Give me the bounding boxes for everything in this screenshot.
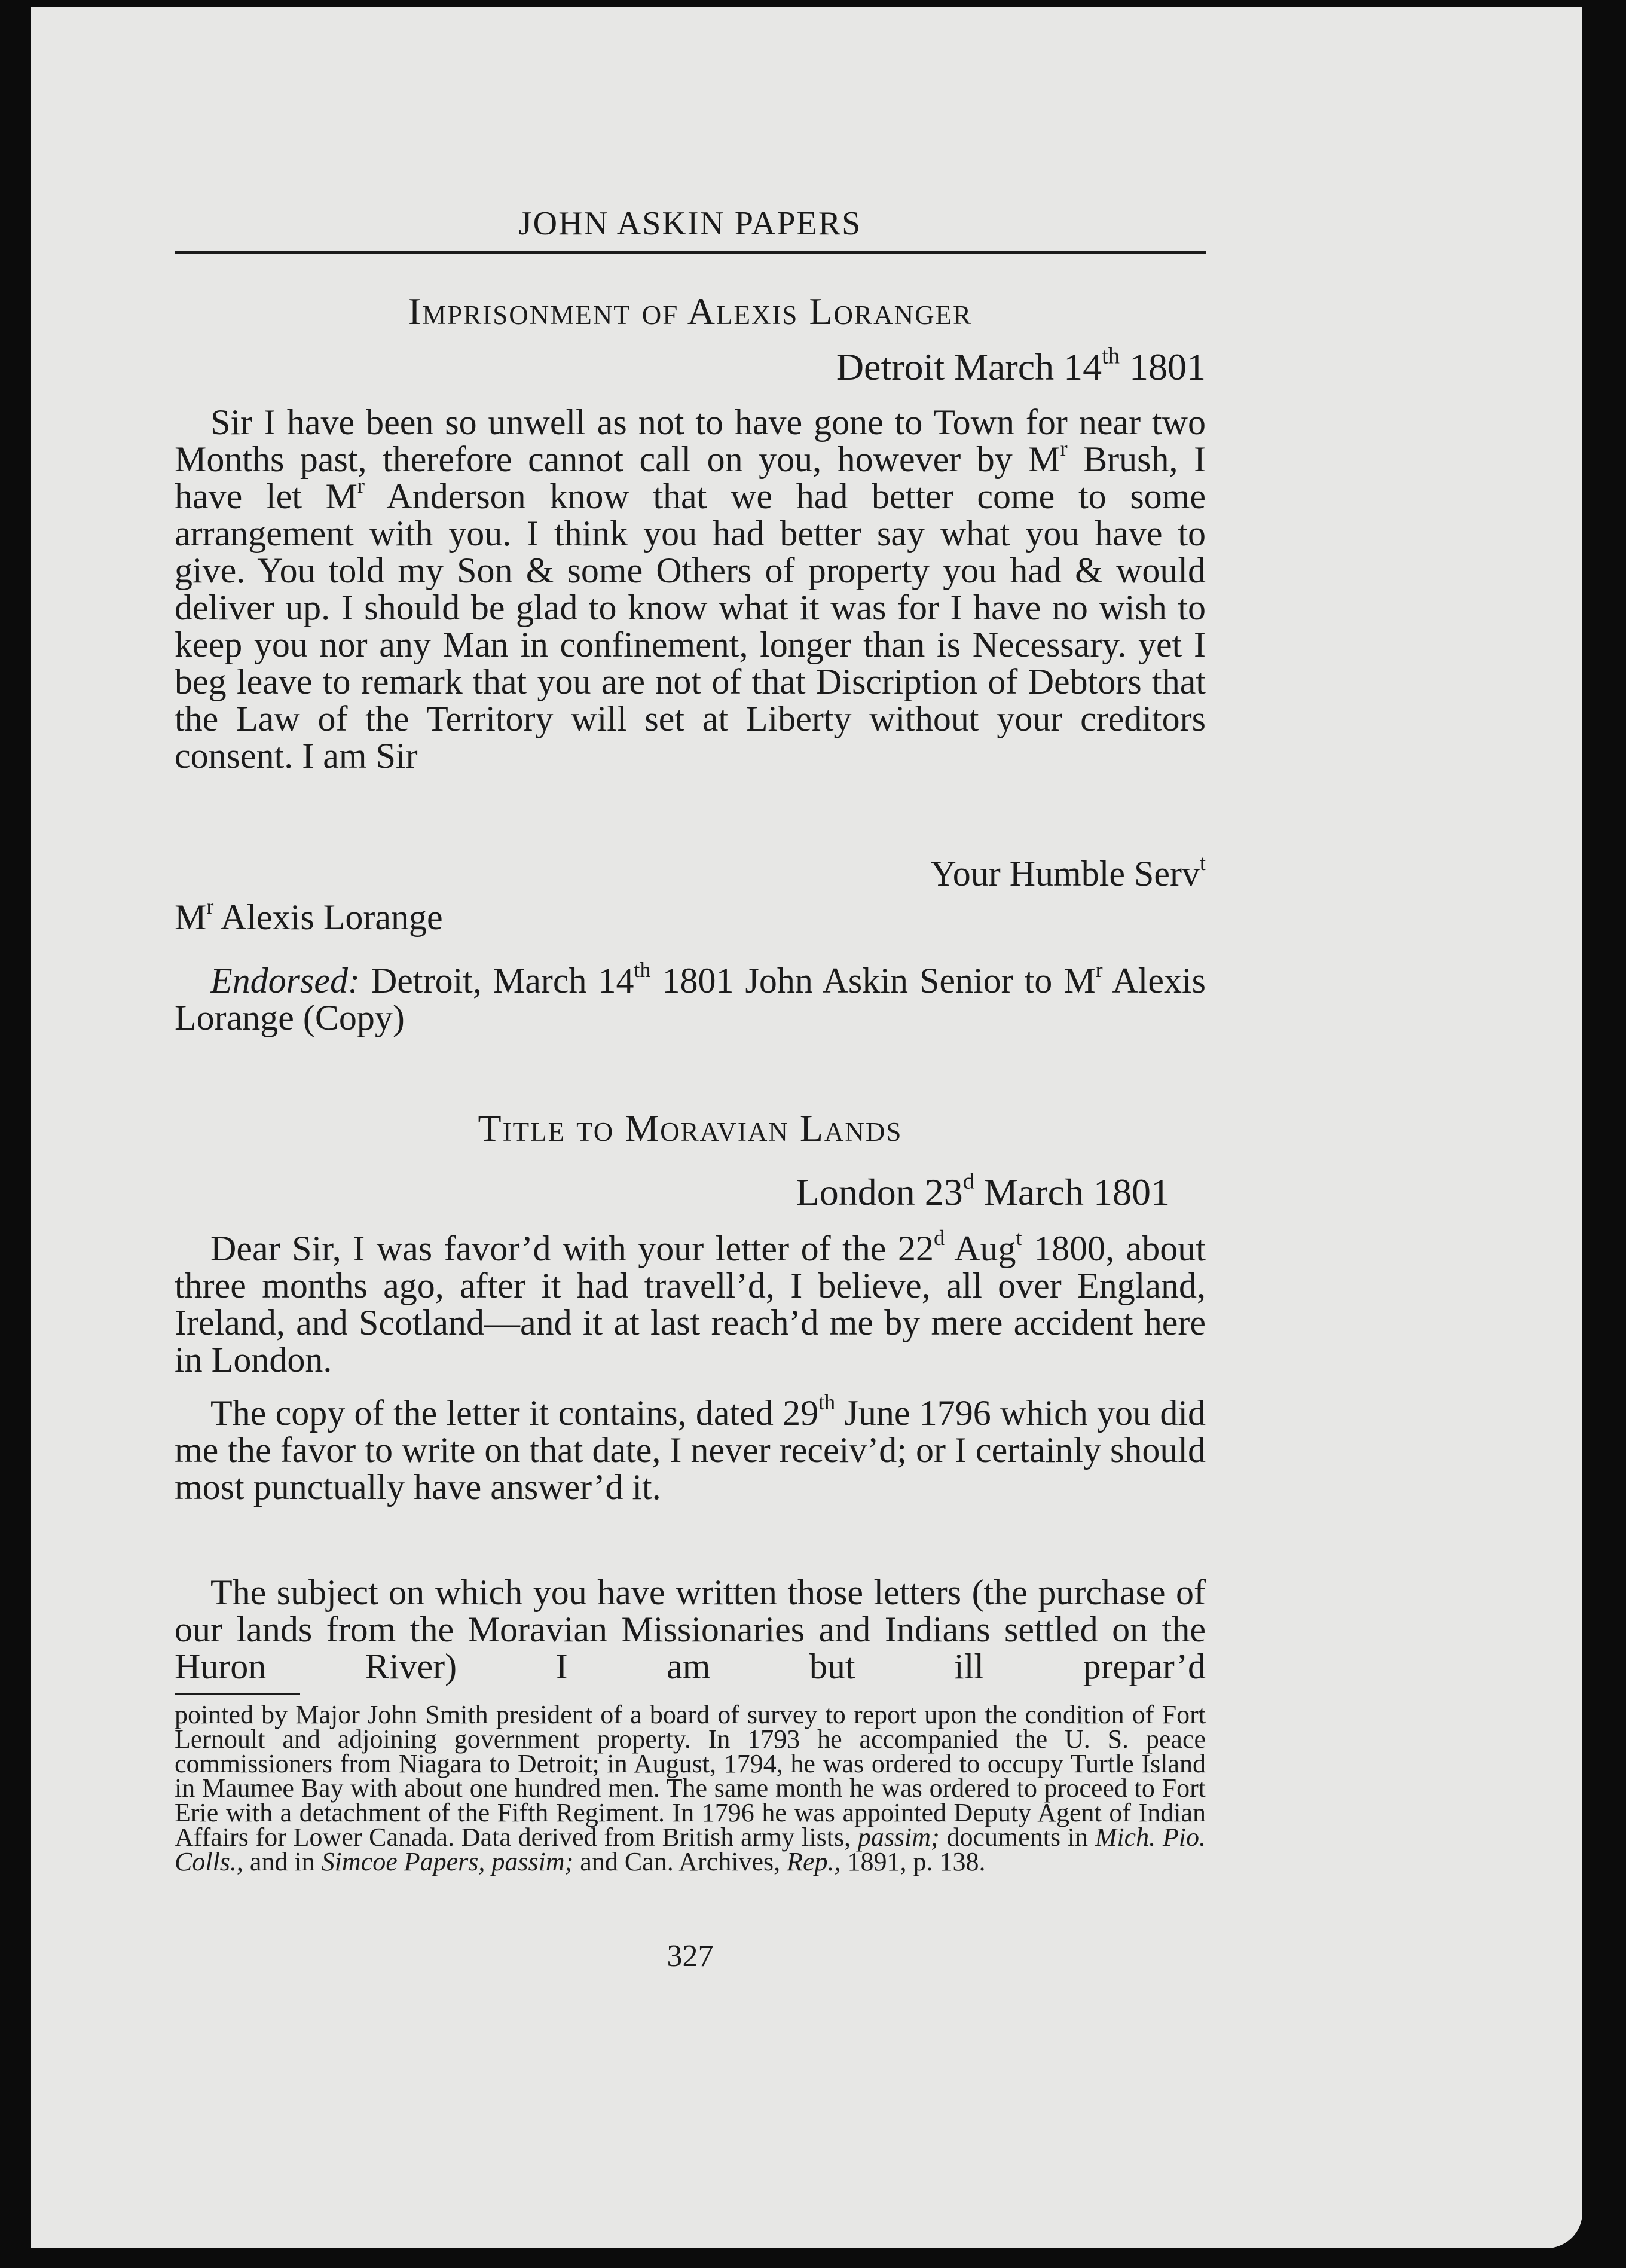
footnote-text: pointed by Major John Smith president of a board of survey to report upon the condition of Fort Lernoult and adjoining government property. In 1793 he accompanied the U. S. peace commissioners from Niagara to Detroit; in August, 1794, he was ordered to occupy Turtle Island in Maumee Bay with about one hundred men. The same month he was ordered to proceed to Fort Erie with a detachment of the Fifth Regiment. In 1796 he was appointed Deputy Agent of Indian Affairs for Lower Canada. Data derived from British army lists, [175, 1700, 1206, 1852]
endorsement-superscript: r [1095, 958, 1103, 982]
body-text: 1800, about three months ago, after it had travell’d, I believe, all over England, Ireland, and Scotland—and it at last reach’d me by mere accident here in London. [175, 1229, 1206, 1379]
letter-paragraph-3: The subject on which you have written those letters (the purchase of our lands from the Moravian Missionaries and Indians settled on the Huron River) I am but ill prepar’d [175, 1573, 1206, 1686]
endorsement-superscript: th [634, 958, 651, 982]
header-rule [175, 251, 1206, 254]
letter-paragraph-2 [175, 1390, 1206, 1507]
dateline-text: London 23 [796, 1171, 963, 1213]
addressee-name: Alexis Lorange [213, 898, 443, 937]
body-superscript: r [1060, 436, 1068, 461]
closing-superscript: t [1199, 851, 1206, 875]
footnote-text: , and in [236, 1847, 322, 1876]
dateline-superscript: th [1102, 343, 1120, 369]
body-superscript: r [357, 474, 365, 498]
dateline-superscript: d [962, 1168, 974, 1194]
footnote-italic: passim; [857, 1823, 940, 1852]
footnote [175, 1702, 1206, 1874]
endorsement [175, 958, 1206, 1037]
endorsement-text: Detroit, March 14 [359, 961, 634, 1000]
addressee-superscript: r [206, 895, 214, 919]
body-superscript: d [933, 1226, 945, 1250]
letter-body-1 [175, 404, 1206, 774]
dateline-london [796, 1170, 1170, 1214]
footnote-text: and Can. Archives, [573, 1847, 787, 1876]
body-text: Brush, I have let M [175, 439, 1206, 516]
section-title-imprisonment: Imprisonment of Alexis Loranger [408, 290, 973, 332]
endorsed-label: Endorsed: [210, 961, 360, 1000]
page-number: 327 [667, 1939, 714, 1973]
body-superscript: t [1016, 1226, 1022, 1250]
footnote-italic: Mich. Pio. Colls. [175, 1823, 1206, 1876]
endorsement-text: Alexis Lorange (Copy) [175, 961, 1206, 1037]
footnote-text: documents in [939, 1823, 1095, 1852]
endorsement-text: 1801 John Askin Senior to M [650, 961, 1096, 1000]
footnote-italic: Rep. [787, 1847, 835, 1876]
body-text: Aug [944, 1229, 1016, 1268]
dateline-month-year: March 1801 [974, 1171, 1170, 1213]
body-text: Dear Sir, I was favor’d with your letter of the 22 [210, 1229, 934, 1268]
section-title-moravian: Title to Moravian Lands [478, 1107, 903, 1149]
footnote-italic: Simcoe Papers, passim; [321, 1847, 574, 1876]
body-superscript: th [818, 1390, 836, 1415]
body-text: June 1796 which you did me the favor to write on that date, I never receiv’d; or I certainly should most punctually have answer’d it. [175, 1393, 1206, 1507]
dateline-text: Detroit March 14 [836, 346, 1102, 388]
body-text: Anderson know that we had better come to some arrangement with you. I think you had better say what you have to give. You told my Son & some Others of property you had & would deliver up. I should be glad to know what it was for I have no wish to keep you nor any Man in confinement, longer than is Necessary. yet I beg leave to remark that you are not of that Discription of Debtors that the Law of the Territory will set at Liberty without your creditors consent. I am Sir [175, 477, 1206, 776]
dateline-year: 1801 [1120, 346, 1206, 388]
book-page [31, 7, 1582, 2248]
body-text: Sir I have been so unwell as not to have gone to Town for near two Months past, therefore cannot call on you, however by M [175, 402, 1206, 479]
body-text: The copy of the letter it contains, dated 29 [210, 1393, 819, 1433]
footnote-text: , 1891, p. 138. [834, 1847, 986, 1876]
closing-signature [930, 853, 1206, 895]
footnote-rule [175, 1693, 300, 1695]
dateline-detroit [836, 345, 1206, 389]
closing-text: Your Humble Serv [930, 854, 1200, 893]
addressee [175, 897, 443, 938]
running-head: JOHN ASKIN PAPERS [518, 205, 862, 242]
letter-paragraph-1 [175, 1226, 1206, 1379]
addressee-title: M [175, 898, 207, 937]
